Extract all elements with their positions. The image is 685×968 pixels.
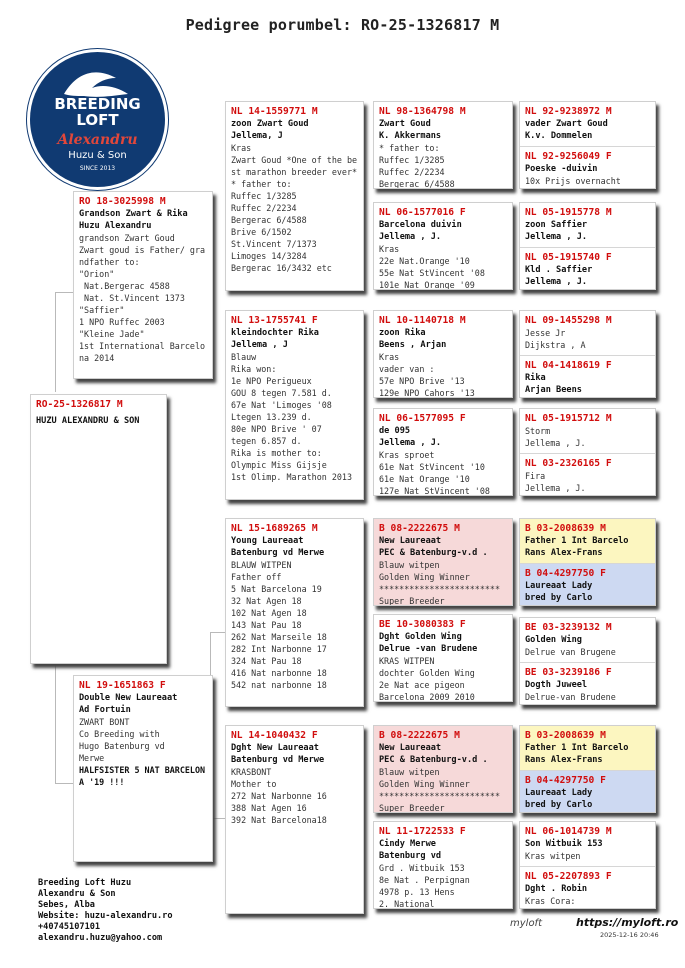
pigeon-card-sds-cell <box>374 311 512 398</box>
page-title: Pedigree porumbel: RO-25-1326817 M <box>185 16 500 34</box>
pedigree-note: Zwart Goud *One of the best marathon breeder ever* <box>231 155 358 177</box>
pedigree-note: Ruffec 2/2234 <box>379 167 445 177</box>
pigeon-name: Kld . Saffier <box>525 265 593 275</box>
pigeon-name: Jellema , J. <box>525 277 588 287</box>
pedigree-note: "Orion" <box>79 269 115 279</box>
pigeon-name: Jellema , J. <box>379 232 442 242</box>
pigeon-name: zoon Zwart Goud <box>231 119 309 129</box>
pedigree-note: 101e Nat Orange '09 <box>379 280 475 290</box>
pedigree-note: 10x Prijs overnacht <box>525 176 621 186</box>
pedigree-note: Super Breeder <box>379 803 445 813</box>
pedigree-note: Storm <box>525 426 551 436</box>
pedigree-note: Delrue van Brugene <box>525 647 616 657</box>
pedigree-note: 1st International Barcelona 2014 <box>79 341 206 363</box>
pedigree-note: Kras witpen <box>525 851 581 861</box>
pigeon-name: Jellema, J <box>231 131 283 141</box>
print-date: 2025-12-16 20:46 <box>600 931 659 939</box>
pedigree-note: 32 Nat Agen 18 <box>231 596 302 606</box>
ring-number: NL 09-1455298 M <box>525 315 612 326</box>
pedigree-note: Rika won: <box>231 364 277 374</box>
myloft-link[interactable]: https://myloft.ro <box>576 916 679 929</box>
pedigree-note: Merwe <box>79 753 105 763</box>
pedigree-note: KRASBONT <box>231 767 272 777</box>
pigeon-card-g4-pair-cell <box>520 311 655 355</box>
pedigree-note: Golden Wing Winner <box>379 572 470 582</box>
pigeon-name: Father 1 Int Barcelo <box>525 536 629 546</box>
pedigree-note: Nat. St.Vincent 1373 <box>79 293 185 303</box>
pedigree-note: 388 Nat Agen 16 <box>231 803 307 813</box>
pigeon-name: Jellema , J <box>231 340 288 350</box>
pedigree-note: tegen 6.857 d. <box>231 436 302 446</box>
pigeon-name: Dogth Juweel <box>525 680 588 690</box>
pedigree-note: 55e Nat StVincent '08 <box>379 268 485 278</box>
ring-number: NL 05-1915712 M <box>525 413 612 424</box>
pigeon-card-subject-cell <box>31 395 166 664</box>
pigeon-card-g4-pair-cell <box>520 453 655 496</box>
pigeon-card-sd[interactable] <box>225 310 364 500</box>
ring-number: NL 06-1577095 F <box>379 413 466 424</box>
pedigree-note: Ruffec 1/3285 <box>379 155 445 165</box>
ring-number: B 08-2222675 M <box>379 523 460 534</box>
ring-number: B 08-2222675 M <box>379 730 460 741</box>
logo-line5: SINCE 2013 <box>79 165 116 172</box>
pedigree-note: Ruffec 1/3285 <box>231 191 297 201</box>
pigeon-name: Dght . Robin <box>525 884 588 894</box>
pedigree-note: Barcelona 2009 2010 <box>379 692 475 702</box>
pedigree-note: 2e Nat ace pigeon <box>379 680 465 690</box>
ring-number: NL 05-1915778 M <box>525 207 612 218</box>
pedigree-note: 57e NPO Brive '13 <box>379 376 465 386</box>
pedigree-note: Super Breeder <box>379 596 445 606</box>
pigeon-name: bred by Carlo <box>525 800 593 810</box>
pigeon-name: Batenburg vd <box>379 851 442 861</box>
pedigree-note: * father to: <box>231 179 292 189</box>
pedigree-note: Hugo Batenburg vd <box>79 741 165 751</box>
pigeon-name: Batenburg vd Merwe <box>231 548 325 558</box>
pigeon-card-dss[interactable] <box>373 518 513 606</box>
pedigree-note: Kras <box>231 143 252 153</box>
pigeon-card-g4-pair-cell <box>520 102 655 146</box>
pedigree-note: Co Breeding with <box>79 729 160 739</box>
pigeon-name: New Laureaat <box>379 743 442 753</box>
pigeon-card-g4-pair-cell <box>520 822 655 866</box>
pedigree-note: 4978 p. 13 Hens <box>379 887 455 897</box>
ring-number: NL 03-2326165 F <box>525 458 612 469</box>
pigeon-card-g4-pair[interactable] <box>519 821 656 909</box>
pigeon-name: Rans Alex-Frans <box>525 755 603 765</box>
footer-line: Breeding Loft Huzu <box>38 878 132 888</box>
pigeon-name: zoon Rika <box>379 328 426 338</box>
pedigree-note: GOU 8 tegen 7.581 d. <box>231 388 332 398</box>
pigeon-card-sd-cell <box>226 311 363 500</box>
pigeon-name: vader Zwart Goud <box>525 119 608 129</box>
pedigree-note: Limoges 14/3284 <box>231 251 307 261</box>
pedigree-note: vader van : <box>379 364 435 374</box>
ring-number: NL 11-1722533 F <box>379 826 466 837</box>
pedigree-note: dochter Golden Wing <box>379 668 475 678</box>
pedigree-note: Bergerac 16/3432 etc <box>231 263 332 273</box>
pigeon-card-dss-cell <box>374 519 512 606</box>
pigeon-card-dsd-cell <box>374 615 512 702</box>
pedigree-note: Kras <box>379 352 400 362</box>
pedigree-note: 61e Nat Orange '10 <box>379 474 470 484</box>
pedigree-note: 143 Nat Pau 18 <box>231 620 302 630</box>
pigeon-card-g4-pair[interactable] <box>519 202 656 290</box>
pedigree-note: 127e Nat StVincent '08 <box>379 486 490 496</box>
pedigree-note: Zwart goud is Father/ grandfather to: <box>79 245 206 267</box>
loft-logo <box>30 52 165 187</box>
ring-number: BE 03-3239186 F <box>525 667 612 678</box>
pigeon-card-dd[interactable] <box>225 725 364 914</box>
connector-line <box>55 292 56 392</box>
pigeon-name: Son Witbuik 153 <box>525 839 603 849</box>
pedigree-note: Kras sproet <box>379 450 435 460</box>
pigeon-name: Rika <box>525 373 546 383</box>
pigeon-name: Poeske -duivin <box>525 164 598 174</box>
pedigree-note: Olympic Miss Gijsje <box>231 460 327 470</box>
ring-number: NL 92-9256049 F <box>525 151 612 162</box>
pigeon-name: Barcelona duivin <box>379 220 462 230</box>
pigeon-card-sss[interactable] <box>373 101 513 189</box>
pigeon-card-dds-cell <box>374 726 512 813</box>
pigeon-card-g4-pair[interactable] <box>519 617 656 705</box>
pigeon-name: Laureaat Lady <box>525 788 593 798</box>
ring-number: B 04-4297750 F <box>525 775 606 786</box>
pigeon-name: Jellema , J. <box>379 438 442 448</box>
connector-line <box>210 632 225 633</box>
pigeon-name: Arjan Beens <box>525 385 582 395</box>
connector-line <box>55 665 56 783</box>
pigeon-name: Young Laureaat <box>231 536 304 546</box>
pedigree-note: 2. National <box>379 899 435 909</box>
pedigree-note: St.Vincent 7/1373 <box>231 239 317 249</box>
ring-number: BE 03-3239132 M <box>525 622 612 633</box>
pigeon-name: Delrue -van Brudene <box>379 644 478 654</box>
ring-number: RO-25-1326817 M <box>36 399 123 410</box>
pigeon-name: Batenburg vd Merwe <box>231 755 325 765</box>
pedigree-note: Dijkstra , A <box>525 340 586 350</box>
pigeon-card-g4-pair[interactable] <box>519 310 656 398</box>
pedigree-note: ************************ <box>379 584 501 594</box>
ring-number: NL 10-1140718 M <box>379 315 466 326</box>
pigeon-card-sds[interactable] <box>373 310 513 398</box>
pigeon-name: Beens , Arjan <box>379 340 447 350</box>
footer-contact <box>38 878 173 944</box>
pigeon-card-g4-pair-cell <box>520 770 655 813</box>
ring-number: NL 13-1755741 F <box>231 315 318 326</box>
pigeon-name: de 095 <box>379 426 411 436</box>
pedigree-note: ZWART BONT <box>79 717 130 727</box>
pigeon-name: kleindochter Rika <box>231 328 319 338</box>
pedigree-highlight: HALFSISTER 5 NAT BARCELONA '19 !!! <box>79 765 206 787</box>
ring-number: NL 19-1651863 F <box>79 680 166 691</box>
pigeon-name: Jellema , J. <box>525 232 588 242</box>
pedigree-note: 1e NPO Perigueux <box>231 376 312 386</box>
pedigree-note: Rika is mother to: <box>231 448 322 458</box>
pigeon-card-sdd-cell <box>374 409 512 496</box>
footer-line: Sebes, Alba <box>38 900 95 910</box>
pigeon-name: Cindy Merwe <box>379 839 436 849</box>
pigeon-card-g4-pair-cell <box>520 247 655 290</box>
pedigree-note: Nat.Bergerac 4588 <box>79 281 170 291</box>
pigeon-card-ds[interactable] <box>225 518 364 707</box>
pedigree-note: Ltegen 13.239 d. <box>231 412 312 422</box>
pigeon-card-g4-pair[interactable] <box>519 725 656 813</box>
ring-number: NL 06-1014739 M <box>525 826 612 837</box>
ring-number: RO 18-3025998 M <box>79 196 166 207</box>
pigeon-name: Golden Wing <box>525 635 582 645</box>
pedigree-note: 324 Nat Pau 18 <box>231 656 302 666</box>
pedigree-note: 262 Nat Marseile 18 <box>231 632 327 642</box>
ring-number: NL 92-9238972 M <box>525 106 612 117</box>
pigeon-card-subject[interactable] <box>30 394 167 664</box>
pedigree-note: grandson Zwart Goud <box>79 233 175 243</box>
pigeon-name: Rans Alex-Frans <box>525 548 603 558</box>
pigeon-name: K. Akkermans <box>379 131 442 141</box>
pedigree-note: 61e Nat StVincent '10 <box>379 462 485 472</box>
ring-number: B 04-4297750 F <box>525 568 606 579</box>
pigeon-card-dam-cell <box>74 676 212 862</box>
pedigree-note: Golden Wing Winner <box>379 779 470 789</box>
pigeon-name: PEC & Batenburg-v.d . <box>379 755 488 765</box>
pigeon-name: Zwart Goud <box>379 119 431 129</box>
pigeon-card-sdd[interactable] <box>373 408 513 496</box>
ring-number: B 03-2008639 M <box>525 730 606 741</box>
pigeon-name: zoon Saffier <box>525 220 588 230</box>
pigeon-card-g4-pair[interactable] <box>519 518 656 606</box>
logo-line1: BREEDING <box>54 95 141 113</box>
pigeon-name: Ad Fortuin <box>79 705 131 715</box>
pedigree-note: 542 nat narbonne 18 <box>231 680 327 690</box>
ring-number: NL 04-1418619 F <box>525 360 612 371</box>
pedigree-note: ************************ <box>379 791 501 801</box>
pigeon-name: New Laureaat <box>379 536 442 546</box>
footer-line: Alexandru & Son <box>38 889 116 899</box>
pigeon-name: Dght Golden Wing <box>379 632 462 642</box>
pigeon-card-g4-pair-cell <box>520 203 655 247</box>
connector-line <box>55 783 73 784</box>
ring-number: NL 98-1364798 M <box>379 106 466 117</box>
pedigree-note: 1 NPO Ruffec 2003 <box>79 317 165 327</box>
ring-number: NL 05-1915740 F <box>525 252 612 263</box>
pigeon-card-ssd[interactable] <box>373 202 513 290</box>
pedigree-note: "Kleine Jade" <box>79 329 145 339</box>
pigeon-name: Grandson Zwart & Rika <box>79 209 188 219</box>
pigeon-card-dd-cell <box>226 726 363 914</box>
pedigree-note: 272 Nat Narbonne 16 <box>231 791 327 801</box>
pedigree-note: 392 Nat Barcelona18 <box>231 815 327 825</box>
pigeon-card-sire-cell <box>74 192 212 379</box>
pedigree-note: 67e Nat 'Limoges '08 <box>231 400 332 410</box>
pedigree-note: Kras Cora: <box>525 896 576 906</box>
pigeon-card-g4-pair-cell <box>520 146 655 189</box>
pedigree-note: 416 Nat narbonne 18 <box>231 668 327 678</box>
ring-number: B 03-2008639 M <box>525 523 606 534</box>
pedigree-note: Kras <box>379 244 400 254</box>
pedigree-note: Fira <box>525 471 546 481</box>
pigeon-card-sss-cell <box>374 102 512 189</box>
pedigree-note: Mother to <box>231 779 277 789</box>
pedigree-note: 129e NPO Cahors '13 <box>379 388 475 398</box>
pedigree-note: 22e Nat.Orange '10 <box>379 256 470 266</box>
pedigree-note: Brive 6/1502 <box>231 227 292 237</box>
pedigree-note: Jesse Jr <box>525 328 566 338</box>
pedigree-note: "Saffier" <box>79 305 125 315</box>
ring-number: NL 06-1577016 F <box>379 207 466 218</box>
pigeon-card-g4-pair-cell <box>520 355 655 398</box>
pedigree-note: Blauw witpen <box>379 767 440 777</box>
pigeon-name: Huzu Alexandru <box>79 221 152 231</box>
ring-number: NL 15-1689265 M <box>231 523 318 534</box>
pedigree-note: BLAUW WITPEN <box>231 560 292 570</box>
logo-line4: Huzu & Son <box>68 150 127 161</box>
logo-line2: LOFT <box>76 111 119 129</box>
pigeon-card-g4-pair-cell <box>520 726 655 770</box>
connector-line <box>55 292 73 293</box>
pigeon-name: Father 1 Int Barcelo <box>525 743 629 753</box>
pedigree-note: * father to: <box>379 143 440 153</box>
pedigree-note: 80e NPO Brive ' 07 <box>231 424 322 434</box>
pigeon-name: PEC & Batenburg-v.d . <box>379 548 488 558</box>
pigeon-name: bred by Carlo <box>525 593 593 603</box>
logo-line3: Alexandru <box>57 132 138 148</box>
pigeon-card-ds-cell <box>226 519 363 707</box>
pigeon-card-ddd[interactable] <box>373 821 513 909</box>
pigeon-card-ss[interactable] <box>225 101 364 291</box>
pigeon-card-g4-pair-cell <box>520 519 655 563</box>
pedigree-note: Ruffec 2/2234 <box>231 203 297 213</box>
pedigree-note: Grd . Witbuik 153 <box>379 863 465 873</box>
ring-number: NL 14-1040432 F <box>231 730 318 741</box>
pedigree-note: Father off <box>231 572 282 582</box>
pigeon-card-g4-pair-cell <box>520 662 655 705</box>
pedigree-note: Jellema , J. <box>525 438 586 448</box>
pigeon-name: K.v. Dommelen <box>525 131 593 141</box>
pedigree-note: Bergerac 6/4588 <box>231 215 307 225</box>
pigeon-card-dds[interactable] <box>373 725 513 813</box>
pedigree-note: 1st Olimp. Marathon 2013 <box>231 472 353 482</box>
pigeon-card-g4-pair-cell <box>520 409 655 453</box>
ring-number: NL 05-2207893 F <box>525 871 612 882</box>
pigeon-card-g4-pair-cell <box>520 563 655 606</box>
pigeon-card-dsd[interactable] <box>373 614 513 702</box>
pigeon-card-ssd-cell <box>374 203 512 290</box>
ring-number: NL 14-1559771 M <box>231 106 318 117</box>
pigeon-card-g4-pair-cell <box>520 618 655 662</box>
pedigree-note: 102 Nat Agen 18 <box>231 608 307 618</box>
owner-name: HUZU ALEXANDRU & SON <box>36 416 140 426</box>
pedigree-note: 5 Nat Barcelona 19 <box>231 584 322 594</box>
pigeon-name: Double New Laureaat <box>79 693 178 703</box>
pedigree-note: Bergerac 6/4588 <box>379 179 455 189</box>
pedigree-note: Blauw <box>231 352 257 362</box>
pedigree-note: Jellema , J. <box>525 483 586 493</box>
pigeon-card-g4-pair[interactable] <box>519 101 656 189</box>
footer-phone: +40745107101 <box>38 922 101 932</box>
pigeon-card-sire[interactable] <box>73 191 213 379</box>
pedigree-note: Delrue-van Brudene <box>525 692 616 702</box>
pigeon-card-dam[interactable] <box>73 675 213 862</box>
pigeon-card-ss-cell <box>226 102 363 291</box>
pedigree-note: Blauw witpen <box>379 560 440 570</box>
pedigree-note: 8e Nat . Perpignan <box>379 875 470 885</box>
pedigree-note: 282 Int Narbonne 17 <box>231 644 327 654</box>
pigeon-card-ddd-cell <box>374 822 512 909</box>
myloft-logo: myloft <box>510 918 542 929</box>
pigeon-card-g4-pair-cell <box>520 866 655 909</box>
pigeon-card-g4-pair[interactable] <box>519 408 656 496</box>
footer-website[interactable]: Website: huzu-alexandru.ro <box>38 911 173 921</box>
pigeon-name: Laureaat Lady <box>525 581 593 591</box>
ring-number: BE 10-3080383 F <box>379 619 466 630</box>
pedigree-note: KRAS WITPEN <box>379 656 435 666</box>
footer-email[interactable]: alexandru.huzu@yahoo.com <box>38 933 163 943</box>
pigeon-name: Dght New Laureaat <box>231 743 319 753</box>
